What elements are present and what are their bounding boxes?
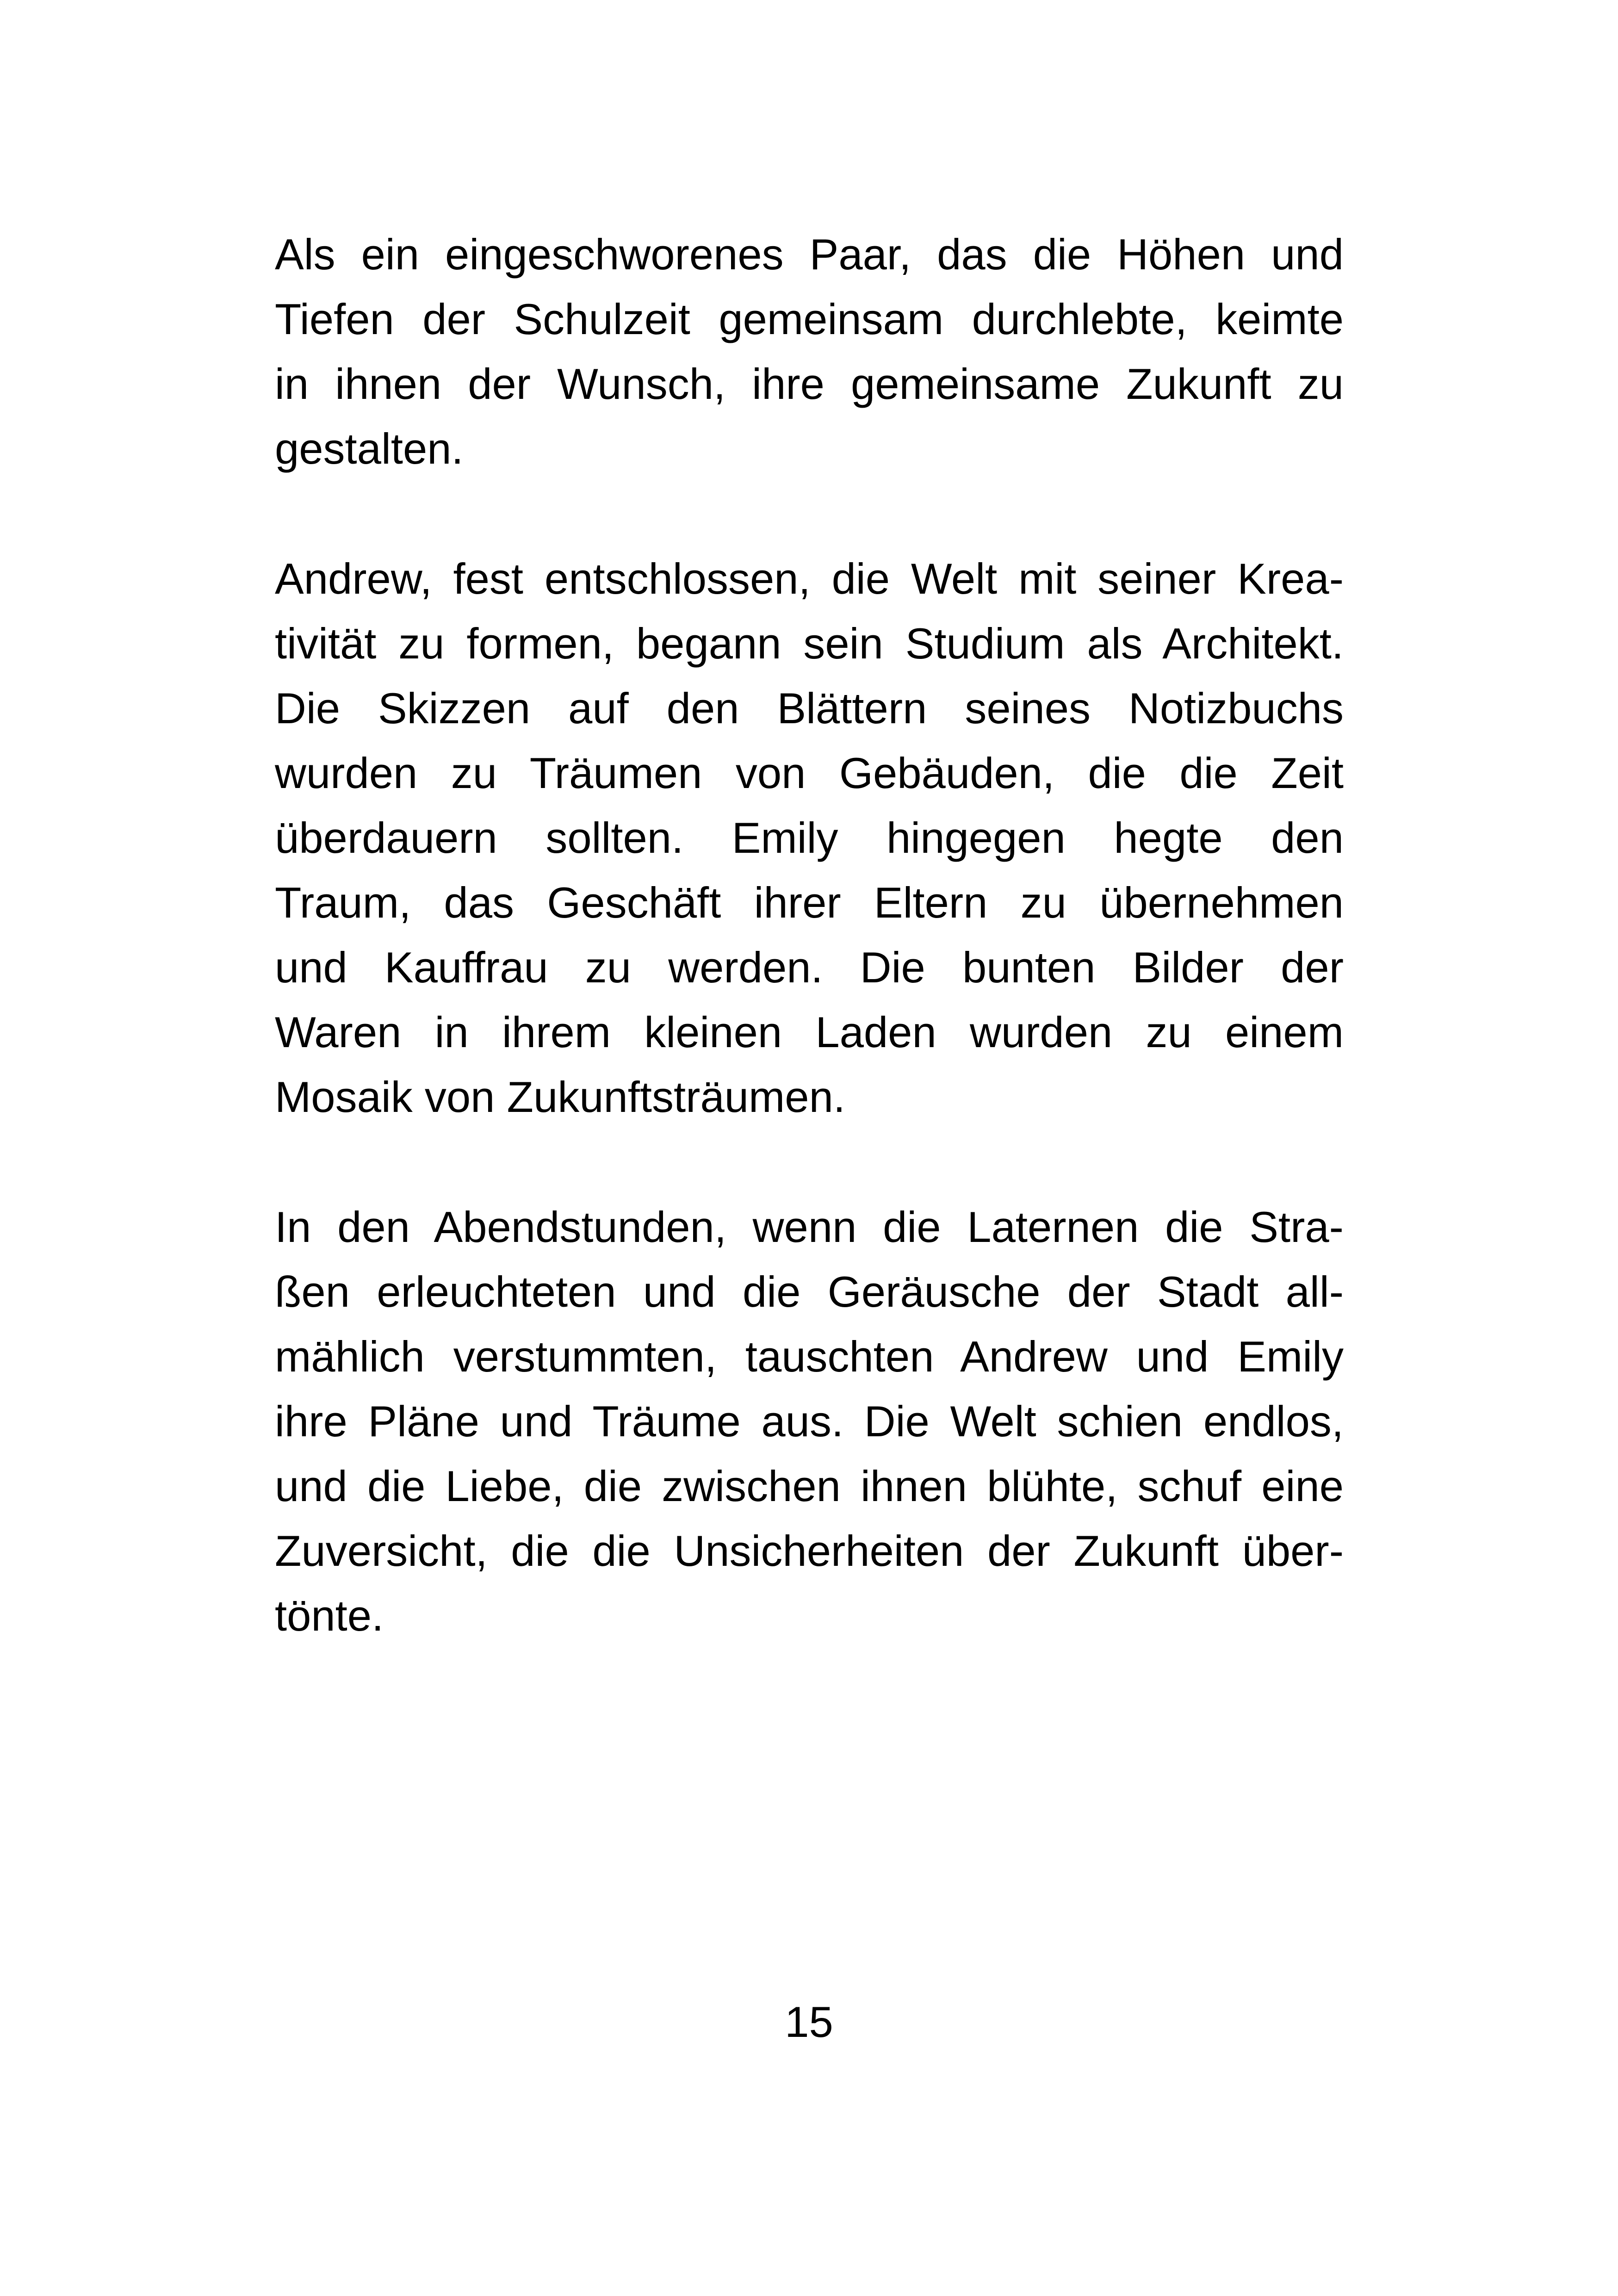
paragraph: [275, 546, 1344, 1129]
text-line: ßen erleuchteten und die Geräusche der Stadt all-: [275, 1267, 1344, 1316]
text-line: tivität zu formen, begann sein Studium als Architekt.: [275, 619, 1344, 668]
paragraph: [275, 1195, 1344, 1648]
body-text: [275, 222, 1344, 1648]
text-line: wurden zu Träumen von Gebäuden, die die Zeit: [275, 749, 1344, 797]
text-line: In den Abendstunden, wenn die Laternen die Stra-: [275, 1203, 1344, 1251]
text-line: Als ein eingeschworenes Paar, das die Höhen und: [275, 230, 1344, 279]
text-line: überdauern sollten. Emily hingegen hegte den: [275, 813, 1344, 862]
page-number: 15: [785, 1998, 833, 2046]
paragraph-spacer: [275, 1129, 1344, 1195]
paragraph: [275, 222, 1344, 481]
text-line: Mosaik von Zukunftsträumen.: [275, 1073, 845, 1121]
text-line: tönte.: [275, 1591, 384, 1640]
text-line: gestalten.: [275, 424, 464, 473]
text-line: und die Liebe, die zwischen ihnen blühte, schuf eine: [275, 1462, 1344, 1510]
text-line: Waren in ihrem kleinen Laden wurden zu einem: [275, 1008, 1344, 1056]
text-line: und Kauffrau zu werden. Die bunten Bilder der: [275, 943, 1344, 992]
text-line: Zuversicht, die die Unsicherheiten der Zukunft über-: [275, 1527, 1344, 1575]
paragraph-spacer: [275, 481, 1344, 546]
text-line: in ihnen der Wunsch, ihre gemeinsame Zukunft zu: [275, 360, 1344, 408]
text-line: ihre Pläne und Träume aus. Die Welt schien endlos,: [275, 1397, 1344, 1446]
text-line: Andrew, fest entschlossen, die Welt mit seiner Krea-: [275, 554, 1344, 603]
text-line: Tiefen der Schulzeit gemeinsam durchlebte, keimte: [275, 295, 1344, 343]
text-line: Traum, das Geschäft ihrer Eltern zu übernehmen: [275, 878, 1344, 927]
text-line: mählich verstummten, tauschten Andrew und Emily: [275, 1332, 1344, 1381]
text-line: Die Skizzen auf den Blättern seines Notizbuchs: [275, 684, 1344, 732]
